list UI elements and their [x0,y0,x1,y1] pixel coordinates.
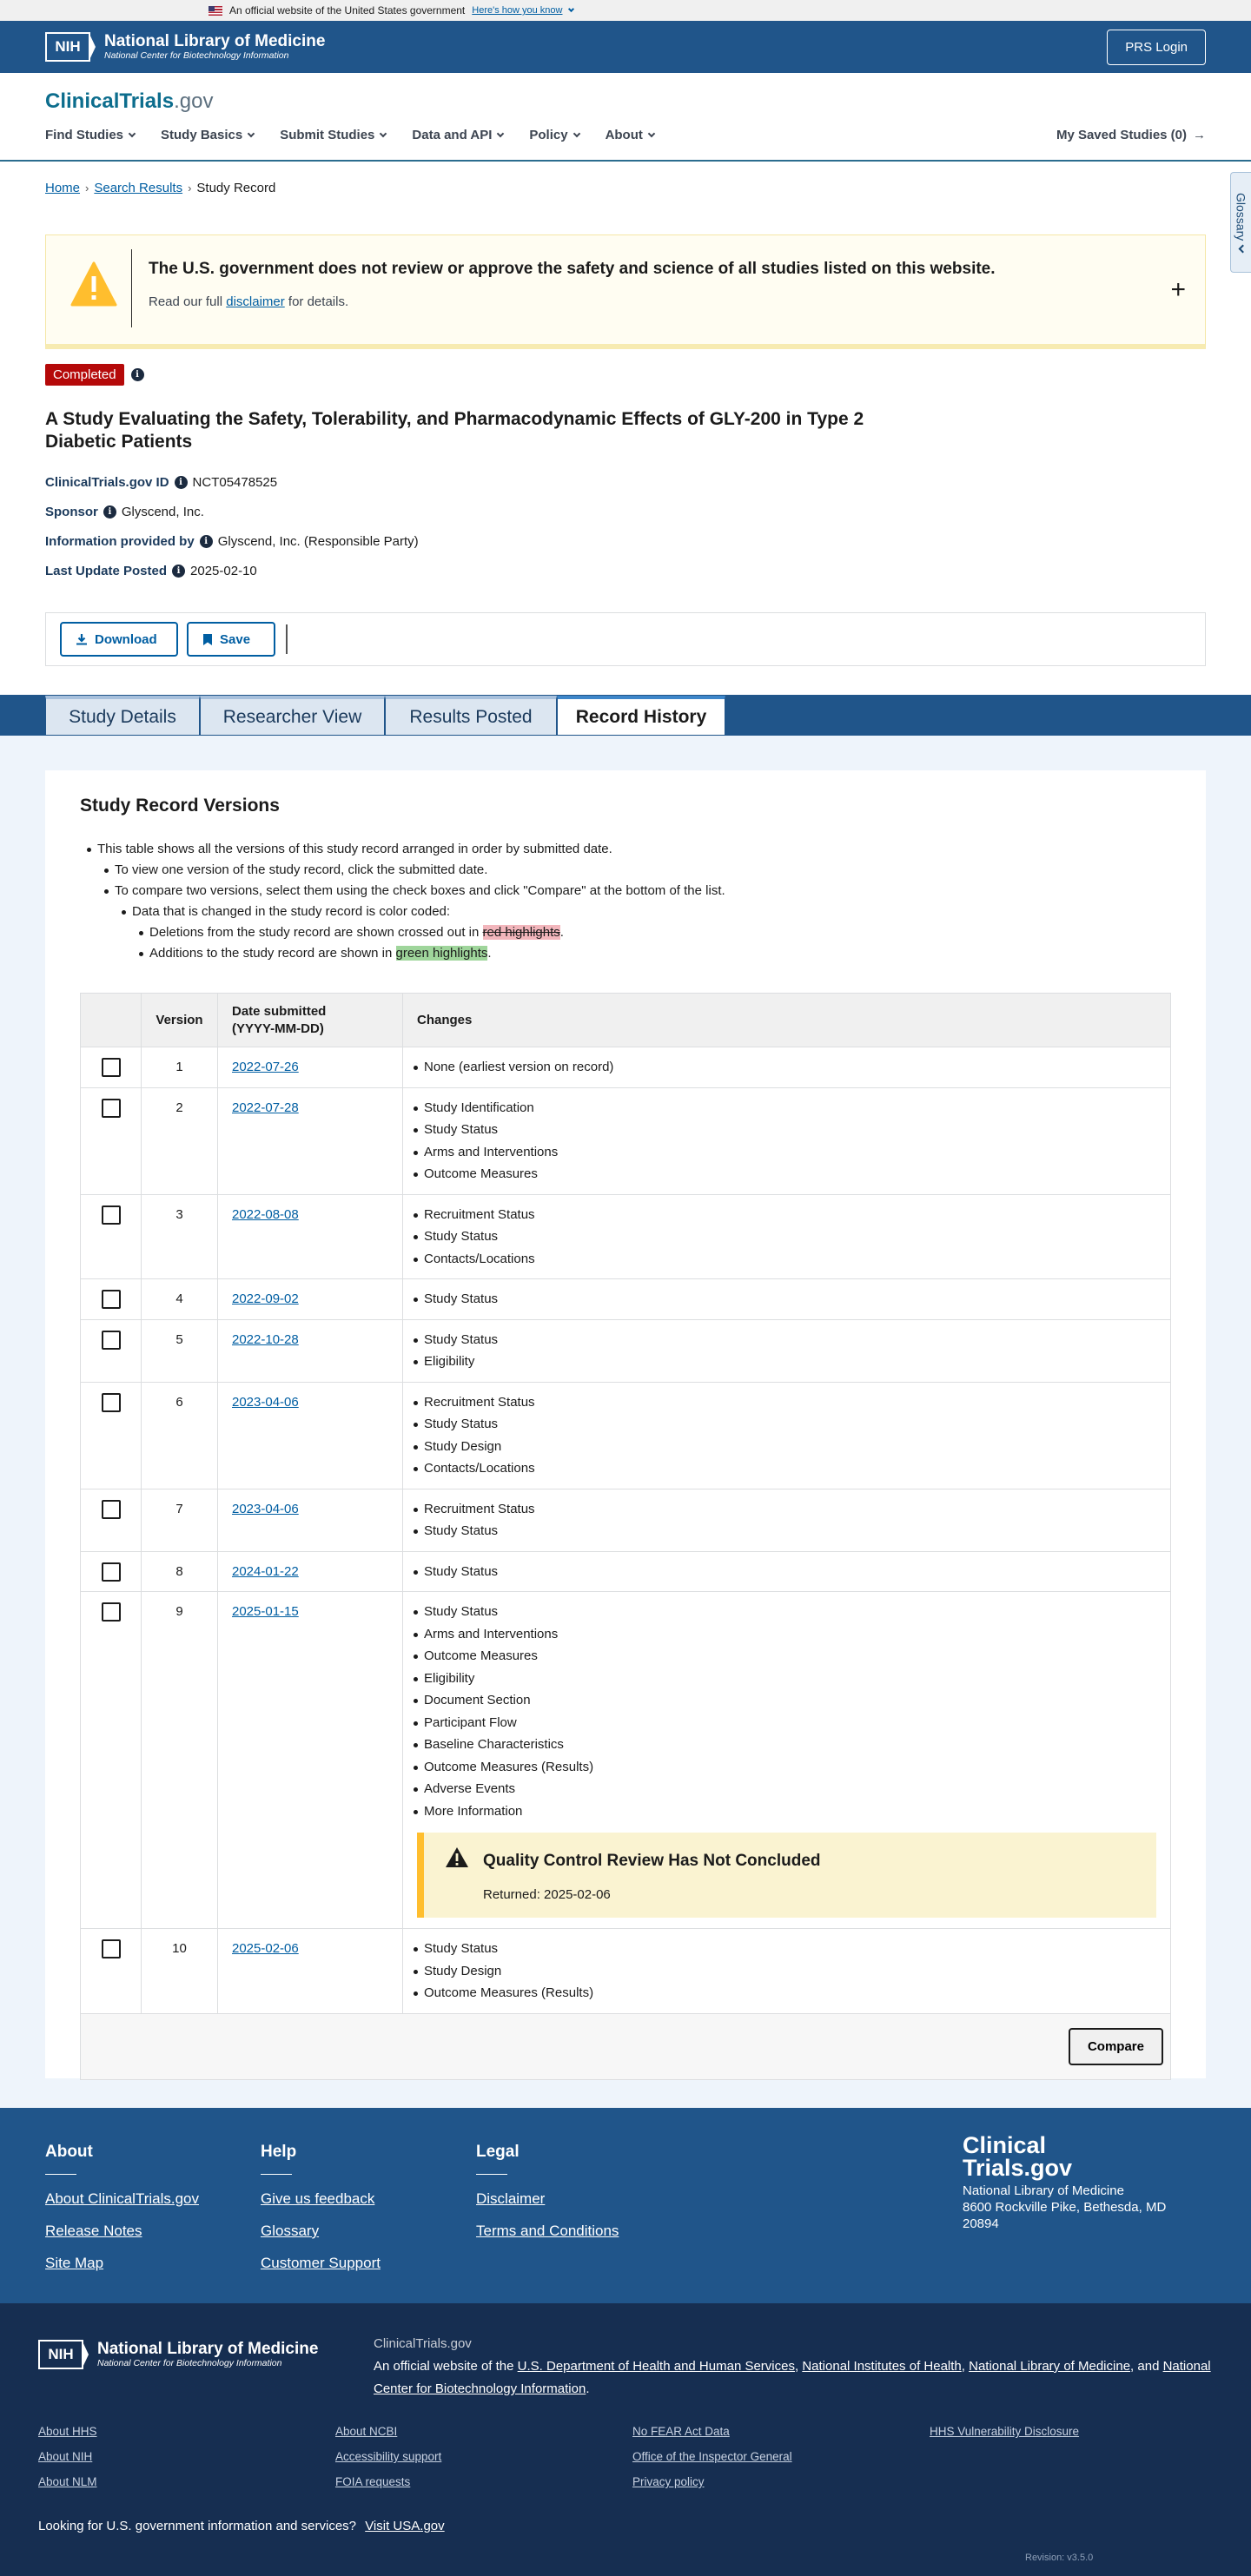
site-header [0,73,1251,162]
version-number: 1 [142,1047,218,1088]
tab-results-posted[interactable]: Results Posted [385,696,557,736]
visit-usa-link[interactable]: Visit USA.gov [365,2519,445,2533]
version-checkbox[interactable] [102,1058,121,1077]
checkbox-cell [81,1279,142,1320]
official-pre: An official website of the [374,2359,514,2374]
warning-icon [70,261,117,310]
meta-label: Sponsor [45,505,98,519]
tab-researcher-view[interactable]: Researcher View [200,696,385,736]
change-item: Study Design [417,1436,1156,1458]
version-number: 3 [142,1194,218,1279]
glossary-tab[interactable] [1230,172,1251,273]
checkbox-cell [81,1382,142,1489]
instruction-item: To view one version of the study record, click the submitted date. [115,860,725,881]
footer-small-link[interactable]: About NIH [38,2450,93,2463]
version-date-link[interactable]: 2025-02-06 [232,1941,299,1956]
checkbox-cell [81,1087,142,1194]
changes-list [417,1601,1156,1822]
version-date-link[interactable]: 2022-08-08 [232,1206,299,1222]
chevron-down-icon [568,5,574,11]
table-row [81,1592,1171,1929]
compare-row [81,2013,1171,2079]
footer-link[interactable]: Terms and Conditions [476,2223,619,2239]
table-row [81,1489,1171,1551]
table-row [81,1279,1171,1320]
period: . [487,946,492,961]
changes-list [417,1329,1156,1373]
checkbox-cell [81,1551,142,1592]
green-highlight-sample: green highlights [395,946,488,961]
change-item: Study Identification [417,1097,1156,1120]
chevron-down-icon [573,129,579,136]
tab-study-details[interactable]: Study Details [45,696,200,736]
meta-value: NCT05478525 [192,475,278,490]
date-cell [218,1489,403,1551]
date-cell [218,1551,403,1592]
changes-cell [403,1551,1171,1592]
footer-site-name: ClinicalTrials.gov [374,2336,472,2351]
change-item: None (earliest version on record) [417,1056,1156,1079]
nav-find-studies[interactable] [45,128,135,142]
versions-table [80,993,1171,2080]
change-item: Document Section [417,1689,1156,1712]
change-item: Study Status [417,1329,1156,1351]
version-number: 5 [142,1319,218,1382]
changes-cell [403,1929,1171,2014]
versions-instructions [97,839,725,964]
version-checkbox[interactable] [102,1393,121,1412]
nav-about[interactable] [606,128,654,142]
version-date-link[interactable]: 2023-04-06 [232,1394,299,1410]
version-checkbox[interactable] [102,1331,121,1350]
instruction-item: Data that is changed in the study record is color coded: [132,902,725,922]
version-number: 10 [142,1929,218,2014]
ncbi-name: National Center for Biotechnology Information [97,2358,282,2368]
checkbox-cell [81,1194,142,1279]
bookmark-icon [202,633,213,646]
nih-badge: NIH [38,2340,83,2369]
changes-cell [403,1087,1171,1194]
qc-title: Quality Control Review Has Not Concluded [483,1851,821,1870]
footer-logo-line2: Trials.gov [963,2155,1073,2181]
footer-logo-line1: Clinical [963,2132,1047,2158]
meta-value: 2025-02-10 [190,564,257,578]
disclaimer-alert [45,234,1206,349]
save-label: Save [220,631,251,647]
meta-value: Glyscend, Inc. (Responsible Party) [217,534,419,549]
logo-main: ClinicalTrials [45,89,175,113]
address-line: National Library of Medicine [963,2183,1124,2198]
change-item: Outcome Measures (Results) [417,1756,1156,1779]
disclaimer-link[interactable]: disclaimer [226,294,285,309]
change-item: Study Status [417,1601,1156,1623]
change-item: Study Status [417,1413,1156,1436]
chevron-left-icon [1238,245,1247,254]
breadcrumb-home[interactable]: Home [45,181,81,195]
change-item: Study Status [417,1938,1156,1960]
versions-title: Study Record Versions [80,796,280,816]
footer-official-info [374,2333,1225,2401]
prs-login-button[interactable]: PRS Login [1107,30,1206,65]
meta-nct-id [45,475,277,490]
meta-label: Last Update Posted [45,564,168,578]
date-cell [218,1087,403,1194]
footer-link[interactable]: Customer Support [261,2255,381,2271]
change-item: Study Status [417,1288,1156,1311]
org-link-hhs[interactable]: U.S. Department of Health and Human Services [517,2359,795,2374]
footer-top [0,2108,1251,2303]
org-link-nih[interactable]: National Institutes of Health [802,2359,962,2374]
tabs-bar [0,695,1251,736]
qc-returned-date: Returned: 2025-02-06 [483,1886,611,1902]
version-number: 2 [142,1087,218,1194]
change-item: Participant Flow [417,1712,1156,1734]
footer-small-link[interactable]: About NLM [38,2475,97,2488]
changes-cell [403,1319,1171,1382]
footer-heading: Legal [476,2143,520,2161]
change-item: Recruitment Status [417,1498,1156,1521]
table-row [81,1551,1171,1592]
table-row [81,1929,1171,2014]
breadcrumb-search-results[interactable]: Search Results [94,181,183,195]
chevron-down-icon [497,129,504,136]
action-divider [286,624,288,654]
status-badge: Completed [45,364,124,386]
alert-title: The U.S. government does not review or approve the safety and science of all studies listed on this website. [149,260,996,278]
footer-address [963,2183,1166,2232]
gov-banner-text: An official website of the United States government [229,4,466,17]
change-item: Recruitment Status [417,1391,1156,1414]
change-item: More Information [417,1800,1156,1823]
nav-data-api[interactable] [412,128,503,142]
version-checkbox[interactable] [102,1205,121,1225]
footer-link[interactable]: Site Map [45,2255,104,2271]
gov-banner [0,0,1251,21]
us-flag-icon [208,6,222,16]
footer-small-link[interactable]: No FEAR Act Data [632,2425,730,2438]
save-button[interactable] [187,622,275,657]
change-item: Outcome Measures (Results) [417,1982,1156,2005]
nlm-logo[interactable] [45,32,325,62]
meta-last-update [45,564,257,578]
footer-nlm-logo[interactable] [38,2340,318,2369]
changes-list [417,1204,1156,1271]
version-date-link[interactable]: 2023-04-06 [232,1501,299,1516]
change-item: Arms and Interventions [417,1623,1156,1646]
compare-cell [81,2013,1171,2079]
footer-small-link[interactable]: Accessibility support [335,2450,442,2463]
change-item: Study Status [417,1119,1156,1141]
nlm-name: National Library of Medicine [104,32,326,50]
change-item: Arms and Interventions [417,1141,1156,1164]
footer-small-link[interactable]: About NCBI [335,2425,398,2438]
footer-small-link[interactable]: HHS Vulnerability Disclosure [930,2425,1080,2438]
nav-label: Submit Studies [280,128,375,142]
footer-heading: About [45,2143,93,2161]
header-version: Version [142,994,218,1047]
instruction-item-additions [149,943,725,964]
qc-title-row [445,1846,1135,1875]
usa-text: Looking for U.S. government information and services? [38,2519,357,2533]
changes-list [417,1561,1156,1583]
chevron-down-icon [129,129,136,136]
compare-button[interactable]: Compare [1069,2028,1163,2065]
changes-list [417,1391,1156,1480]
change-item: Study Status [417,1225,1156,1248]
footer-help-column [261,2143,381,2287]
checkbox-cell [81,1592,142,1929]
header-date-label: Date submitted [232,1003,327,1019]
tab-record-history[interactable]: Record History [557,696,725,736]
usa-gov-line [38,2519,445,2533]
nav-label: Study Basics [161,128,243,142]
table-row [81,1047,1171,1088]
additions-text: Additions to the study record are shown in [149,946,393,961]
info-icon[interactable]: i [103,505,116,519]
nav-study-basics[interactable] [161,128,254,142]
changes-cell [403,1382,1171,1489]
table-row [81,1194,1171,1279]
period: . [559,925,564,940]
chevron-down-icon [648,129,655,136]
chevron-down-icon [248,129,255,136]
meta-value: Glyscend, Inc. [121,505,204,519]
version-number: 6 [142,1382,218,1489]
status-row [45,364,144,386]
change-item: Contacts/Locations [417,1457,1156,1480]
main-nav [45,128,1206,142]
header-changes: Changes [403,994,1171,1047]
nav-label: Data and API [412,128,493,142]
version-checkbox[interactable] [102,1290,121,1309]
how-you-know-link[interactable]: Here's how you know [472,5,563,16]
org-link-ncbi[interactable]: National Center for Biotechnology Information [374,2359,1211,2396]
changes-list [417,1498,1156,1542]
revision-text: Revision: v3.5.0 [1025,2553,1094,2563]
date-cell [218,1194,403,1279]
footer-official-text: An official website of the U.S. Department of Health and Human Services, National Institutes of Health, National Library of Medicine, and National Center for Biotechnology Information. [374,2359,1211,2396]
nav-label: Find Studies [45,128,123,142]
clinicaltrials-logo[interactable] [45,89,213,114]
date-cell [218,1929,403,2014]
nav-label: Policy [529,128,568,142]
footer-divider [45,2174,76,2175]
footer-small-link[interactable]: About HHS [38,2425,97,2438]
nav-label: About [605,128,643,142]
alert-body [149,294,348,309]
chevron-down-icon [380,129,387,136]
change-item: Outcome Measures [417,1163,1156,1186]
nih-header [0,21,1251,73]
version-date-link[interactable]: 2022-07-28 [232,1100,299,1115]
alert-divider [131,249,132,327]
instruction-item-deletions [149,922,725,943]
footer-divider [476,2174,507,2175]
red-highlight-sample: red highlights [482,925,560,940]
footer-small-link[interactable]: Office of the Inspector General [632,2450,792,2463]
header-date-format: (YYYY-MM-DD) [232,1020,324,1036]
breadcrumb [45,181,275,195]
table-row [81,1319,1171,1382]
footer-heading: Help [261,2143,297,2161]
meta-info-provided-by [45,534,419,549]
change-item: Study Status [417,1520,1156,1542]
version-checkbox[interactable] [102,1500,121,1519]
changes-list [417,1097,1156,1186]
version-date-link[interactable]: 2022-10-28 [232,1331,299,1347]
info-icon[interactable]: i [200,535,213,548]
date-cell [218,1319,403,1382]
footer-small-link[interactable]: Privacy policy [632,2475,705,2488]
footer-bottom [0,2303,1251,2576]
meta-label: Information provided by [45,534,195,549]
meta-sponsor [45,505,204,519]
changes-cell [403,1489,1171,1551]
version-number: 9 [142,1592,218,1929]
change-item: Eligibility [417,1668,1156,1690]
footer-small-link[interactable]: FOIA requests [335,2475,411,2488]
download-icon [76,633,88,645]
nav-submit-studies[interactable] [280,128,386,142]
address-line: 20894 [963,2216,999,2231]
change-item: Study Design [417,1960,1156,1983]
download-button[interactable] [60,622,178,657]
deletions-text: Deletions from the study record are shown crossed out in [149,925,480,940]
instruction-item: This table shows all the versions of this study record arranged in order by submitted date. [97,839,725,860]
download-label: Download [95,631,157,647]
table-row [81,1382,1171,1489]
version-date-link[interactable]: 2025-01-15 [232,1604,299,1619]
changes-list [417,1288,1156,1311]
info-icon[interactable]: i [175,476,188,489]
table-row [81,1087,1171,1194]
change-item: Eligibility [417,1351,1156,1373]
logo-suffix: .gov [174,89,214,113]
checkbox-cell [81,1319,142,1382]
changes-list [417,1056,1156,1079]
footer-link[interactable]: Release Notes [45,2223,142,2239]
version-checkbox[interactable] [102,1099,121,1118]
changes-cell [403,1194,1171,1279]
chevron-right-icon: › [85,182,89,195]
changes-cell [403,1279,1171,1320]
info-icon[interactable]: i [172,565,185,578]
checkbox-cell [81,1489,142,1551]
study-title: A Study Evaluating the Safety, Tolerability, and Pharmacodynamic Effects of GLY-200 in Type 2 Diabetic Patients [45,409,864,452]
nlm-name: National Library of Medicine [97,2340,319,2358]
version-number: 4 [142,1279,218,1320]
footer-about-column [45,2143,199,2287]
nav-policy[interactable] [529,128,579,142]
date-cell [218,1382,403,1489]
footer-link[interactable]: Give us feedback [261,2190,375,2207]
alert-body-post: for details. [288,294,349,309]
date-cell [218,1592,403,1929]
changes-cell [403,1592,1171,1929]
checkbox-cell [81,1047,142,1088]
expand-plus-icon[interactable]: + [1170,275,1186,304]
version-number: 7 [142,1489,218,1551]
table-header-row [81,994,1171,1047]
footer-logo [963,2134,1166,2232]
footer-link[interactable]: Glossary [261,2223,320,2239]
version-date-link[interactable]: 2022-09-02 [232,1291,299,1306]
instruction-item: To compare two versions, select them using the check boxes and click "Compare" at the bottom of the list. [115,881,725,902]
version-checkbox[interactable] [102,1602,121,1622]
breadcrumb-current: Study Record [196,181,276,195]
header-date [218,994,403,1047]
date-cell [218,1279,403,1320]
nih-badge: NIH [45,32,90,62]
date-cell [218,1047,403,1088]
header-checkbox-col [81,994,142,1047]
ncbi-name: National Center for Biotechnology Information [104,50,289,61]
meta-label: ClinicalTrials.gov ID [45,475,169,490]
version-checkbox[interactable] [102,1939,121,1958]
action-bar [45,612,1206,666]
change-item: Study Status [417,1561,1156,1583]
change-item: Baseline Characteristics [417,1734,1156,1756]
warning-icon [445,1846,469,1875]
version-date-link[interactable]: 2024-01-22 [232,1563,299,1579]
version-date-link[interactable]: 2022-07-26 [232,1060,299,1074]
arrow-right-icon: → [1193,128,1206,142]
my-saved-studies-link[interactable] [1056,128,1206,142]
checkbox-cell [81,1929,142,2014]
footer-legal-column [476,2143,619,2255]
footer-divider [261,2174,292,2175]
address-line: 8600 Rockville Pike, Bethesda, MD [963,2200,1167,2215]
change-item: Contacts/Locations [417,1248,1156,1271]
footer-link[interactable]: About ClinicalTrials.gov [45,2190,199,2207]
change-item: Outcome Measures [417,1645,1156,1668]
alert-body-pre: Read our full [149,294,223,309]
changes-list [417,1938,1156,2005]
version-checkbox[interactable] [102,1562,121,1582]
versions-table-body [81,1047,1171,2014]
change-item: Adverse Events [417,1778,1156,1800]
change-item: Recruitment Status [417,1204,1156,1226]
org-link-nlm[interactable]: National Library of Medicine [969,2359,1131,2374]
qc-warning-box [417,1833,1156,1918]
saved-label: My Saved Studies (0) [1056,128,1187,142]
changes-cell [403,1047,1171,1088]
chevron-right-icon: › [188,182,192,195]
info-icon[interactable]: i [131,368,144,381]
footer-link[interactable]: Disclaimer [476,2190,546,2207]
glossary-label: Glossary [1234,192,1248,241]
version-number: 8 [142,1551,218,1592]
